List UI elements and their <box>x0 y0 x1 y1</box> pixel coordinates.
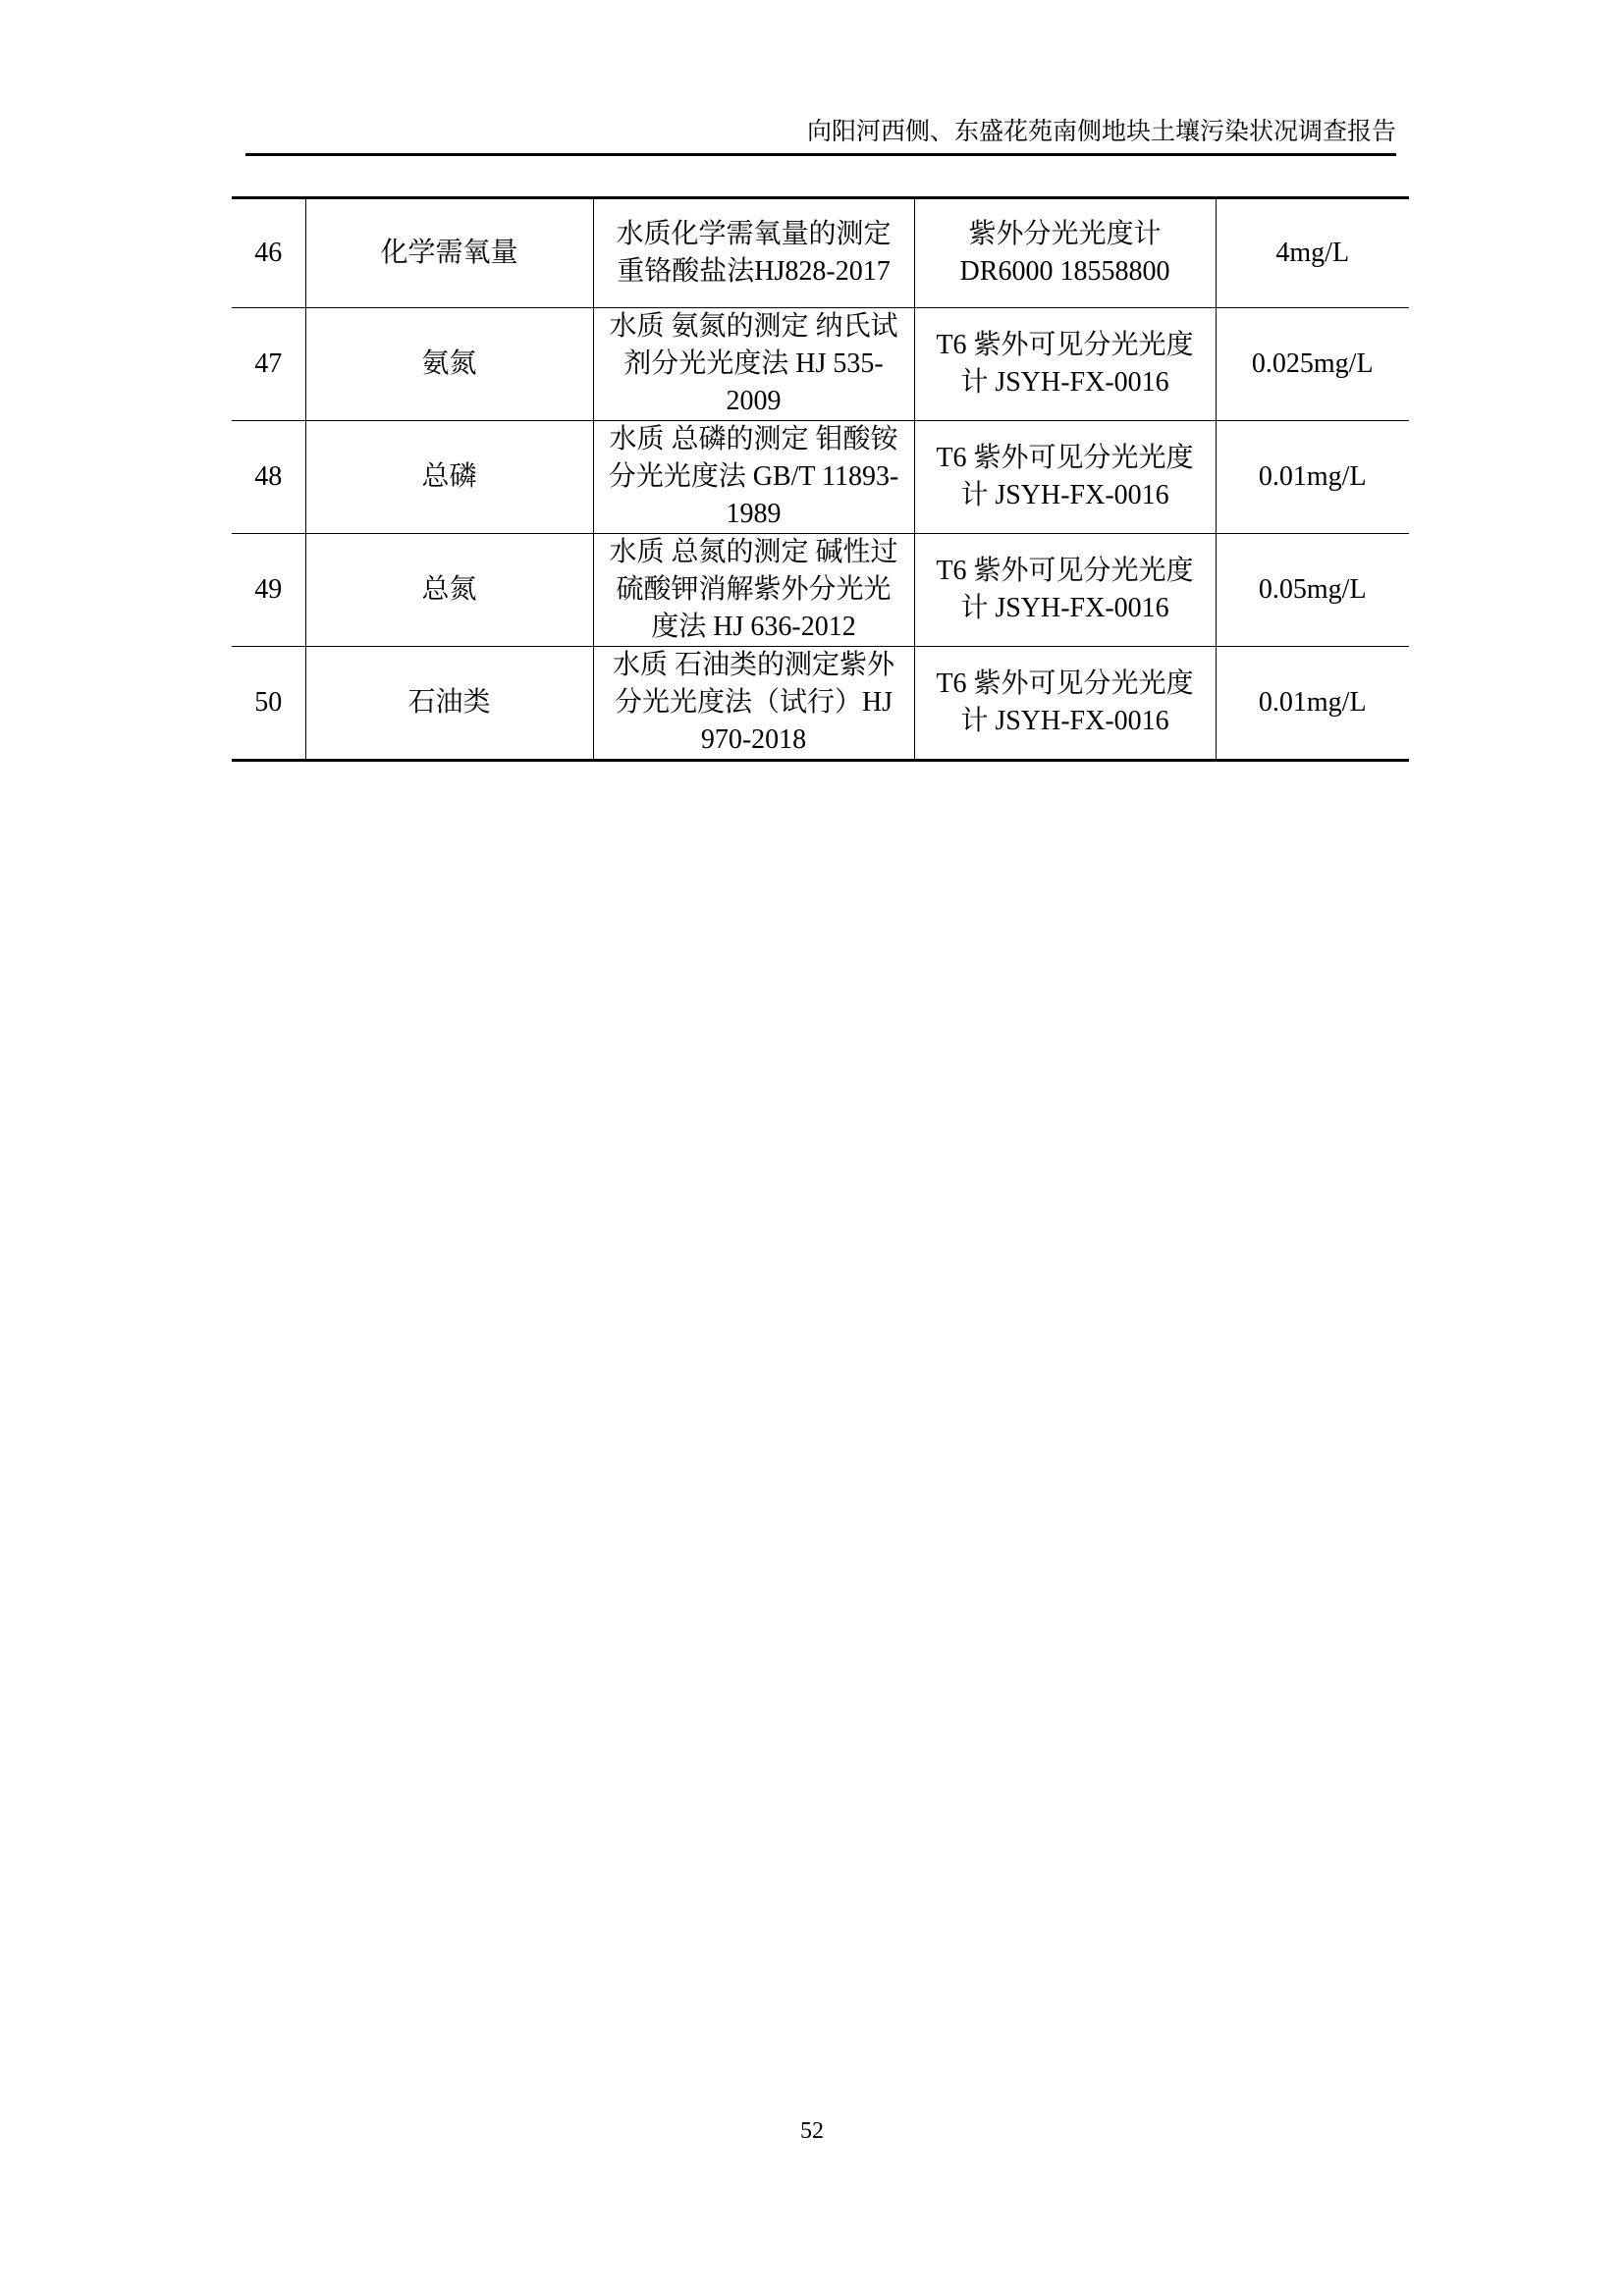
method-cell: 水质 氨氮的测定 纳氏试剂分光光度法 HJ 535-2009 <box>593 308 914 421</box>
instrument-cell: T6 紫外可见分光光度计 JSYH-FX-0016 <box>914 534 1216 647</box>
item-cell: 石油类 <box>305 647 593 761</box>
detection-method-table <box>232 196 1409 762</box>
row-number-cell: 50 <box>232 647 305 761</box>
row-number-cell: 47 <box>232 308 305 421</box>
instrument-cell: T6 紫外可见分光光度计 JSYH-FX-0016 <box>914 308 1216 421</box>
page-header <box>245 110 1396 156</box>
item-cell: 总氮 <box>305 534 593 647</box>
item-cell: 化学需氧量 <box>305 198 593 308</box>
row-number-cell: 46 <box>232 198 305 308</box>
detection-limit-cell: 0.025mg/L <box>1216 308 1409 421</box>
table-row <box>232 647 1409 761</box>
method-cell: 水质 总氮的测定 碱性过硫酸钾消解紫外分光光度法 HJ 636-2012 <box>593 534 914 647</box>
instrument-cell: T6 紫外可见分光光度计 JSYH-FX-0016 <box>914 647 1216 761</box>
table-row <box>232 421 1409 534</box>
table-row <box>232 534 1409 647</box>
detection-limit-cell: 4mg/L <box>1216 198 1409 308</box>
table-row <box>232 198 1409 308</box>
method-cell: 水质 石油类的测定紫外分光光度法（试行）HJ 970-2018 <box>593 647 914 761</box>
report-title: 向阳河西侧、东盛花苑南侧地块土壤污染状况调查报告 <box>806 119 1396 145</box>
item-cell: 氨氮 <box>305 308 593 421</box>
instrument-cell: T6 紫外可见分光光度计 JSYH-FX-0016 <box>914 421 1216 534</box>
row-number-cell: 48 <box>232 421 305 534</box>
method-cell: 水质 总磷的测定 钼酸铵分光光度法 GB/T 11893-1989 <box>593 421 914 534</box>
item-cell: 总磷 <box>305 421 593 534</box>
instrument-cell: 紫外分光光度计DR6000 18558800 <box>914 198 1216 308</box>
table-row <box>232 308 1409 421</box>
detection-limit-cell: 0.05mg/L <box>1216 534 1409 647</box>
row-number-cell: 49 <box>232 534 305 647</box>
detection-limit-cell: 0.01mg/L <box>1216 421 1409 534</box>
detection-limit-cell: 0.01mg/L <box>1216 647 1409 761</box>
method-cell: 水质化学需氧量的测定重铬酸盐法HJ828-2017 <box>593 198 914 308</box>
page-number: 52 <box>800 2118 824 2144</box>
